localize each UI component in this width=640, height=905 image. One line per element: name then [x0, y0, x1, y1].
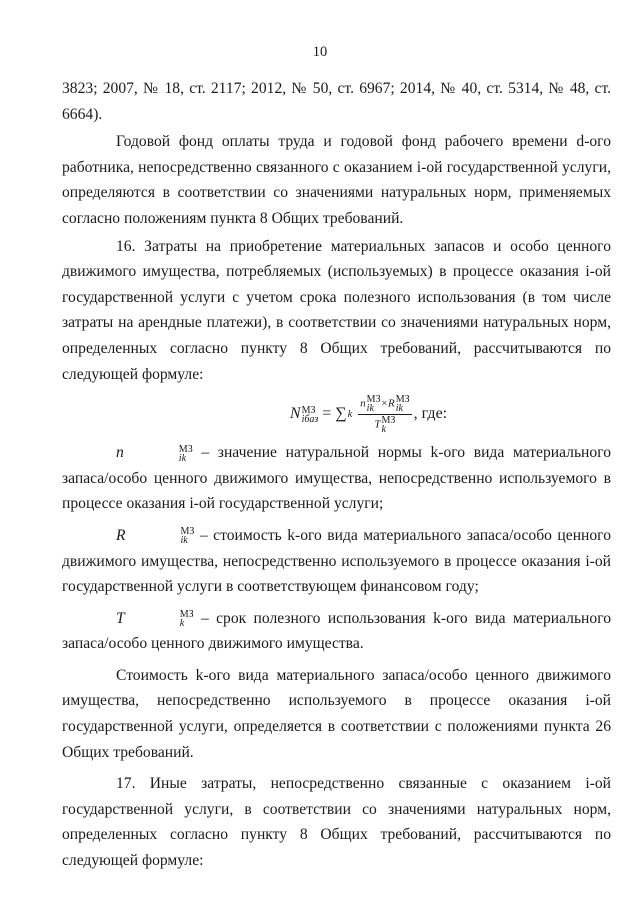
paragraph-citation-tail: 3823; 2007, № 18, ст. 2117; 2012, № 50, ст. 6967; 2014, № 40, ст. 5314, № 48, ст. 6664).: [62, 80, 611, 123]
formula-sum: ∑ k: [335, 405, 353, 423]
formula-material-costs: [62, 395, 611, 434]
definition-n: n МЗ ik – значение натуральной нормы k-ого вида материального запаса/особо ценного движимого имущества, непосредственно используемого в процессе оказания i-ой государственной услуги;: [62, 443, 611, 513]
var-r: R МЗ ik: [116, 526, 195, 547]
definition-r: R МЗ ik – стоимость k-ого вида материального запаса/особо ценного движимого имущества, непосредственно используемого в процессе оказания i-ой государственной услуги в соответствующем финансовом году;: [62, 526, 611, 596]
paragraph-cost-determination: Стоимость k-ого вида материального запаса/особо ценного движимого имущества, непосредственно используемого в процессе оказания i-ой государственной услуги, определяется в соответствии с положениями пункта 26 Общих требований.: [62, 666, 611, 761]
page-number: 10: [312, 44, 328, 60]
definition-t: T МЗ k – срок полезного использования k-ого вида материального запаса/особо ценного движимого имущества.: [62, 609, 611, 653]
paragraph-annual-fund: Годовой фонд оплаты труда и годовой фонд рабочего времени d-ого работника, непосредственно связанного с оказанием i-ой государственной услуги, определяются в соответствии со значениями натуральных норм, применяемых согласно положениям пункта 8 Общих требований.: [62, 133, 611, 227]
var-t: T МЗ k: [116, 609, 194, 630]
paragraph-item-17: 17. Иные затраты, непосредственно связанные с оказанием i-ой государственной услуги, в соответствии со значениями натуральных норм, определенных согласно пункту 8 Общих требований, рассчитываются по следующей формуле:: [62, 775, 611, 870]
document-body: [62, 76, 611, 874]
formula-tail: , где:: [413, 405, 448, 423]
formula-fraction: n МЗ ik ×R МЗ ik T МЗ k: [360, 394, 410, 436]
paragraph-item-16: 16. Затраты на приобретение материальных запасов и особо ценного движимого имущества, потребляемых (используемых) в процессе оказания i-ой государственной услуги с учетом срока полезного использования (в том числе затраты на арендные платежи), в соответствии со значениями натуральных норм, определенных согласно пункту 8 Общих требований, рассчитываются по следующей формуле:: [62, 237, 611, 383]
formula-equals: =: [322, 405, 332, 423]
var-n: n МЗ ik: [116, 443, 193, 464]
formula-lhs: N МЗ iбаз: [289, 404, 319, 425]
